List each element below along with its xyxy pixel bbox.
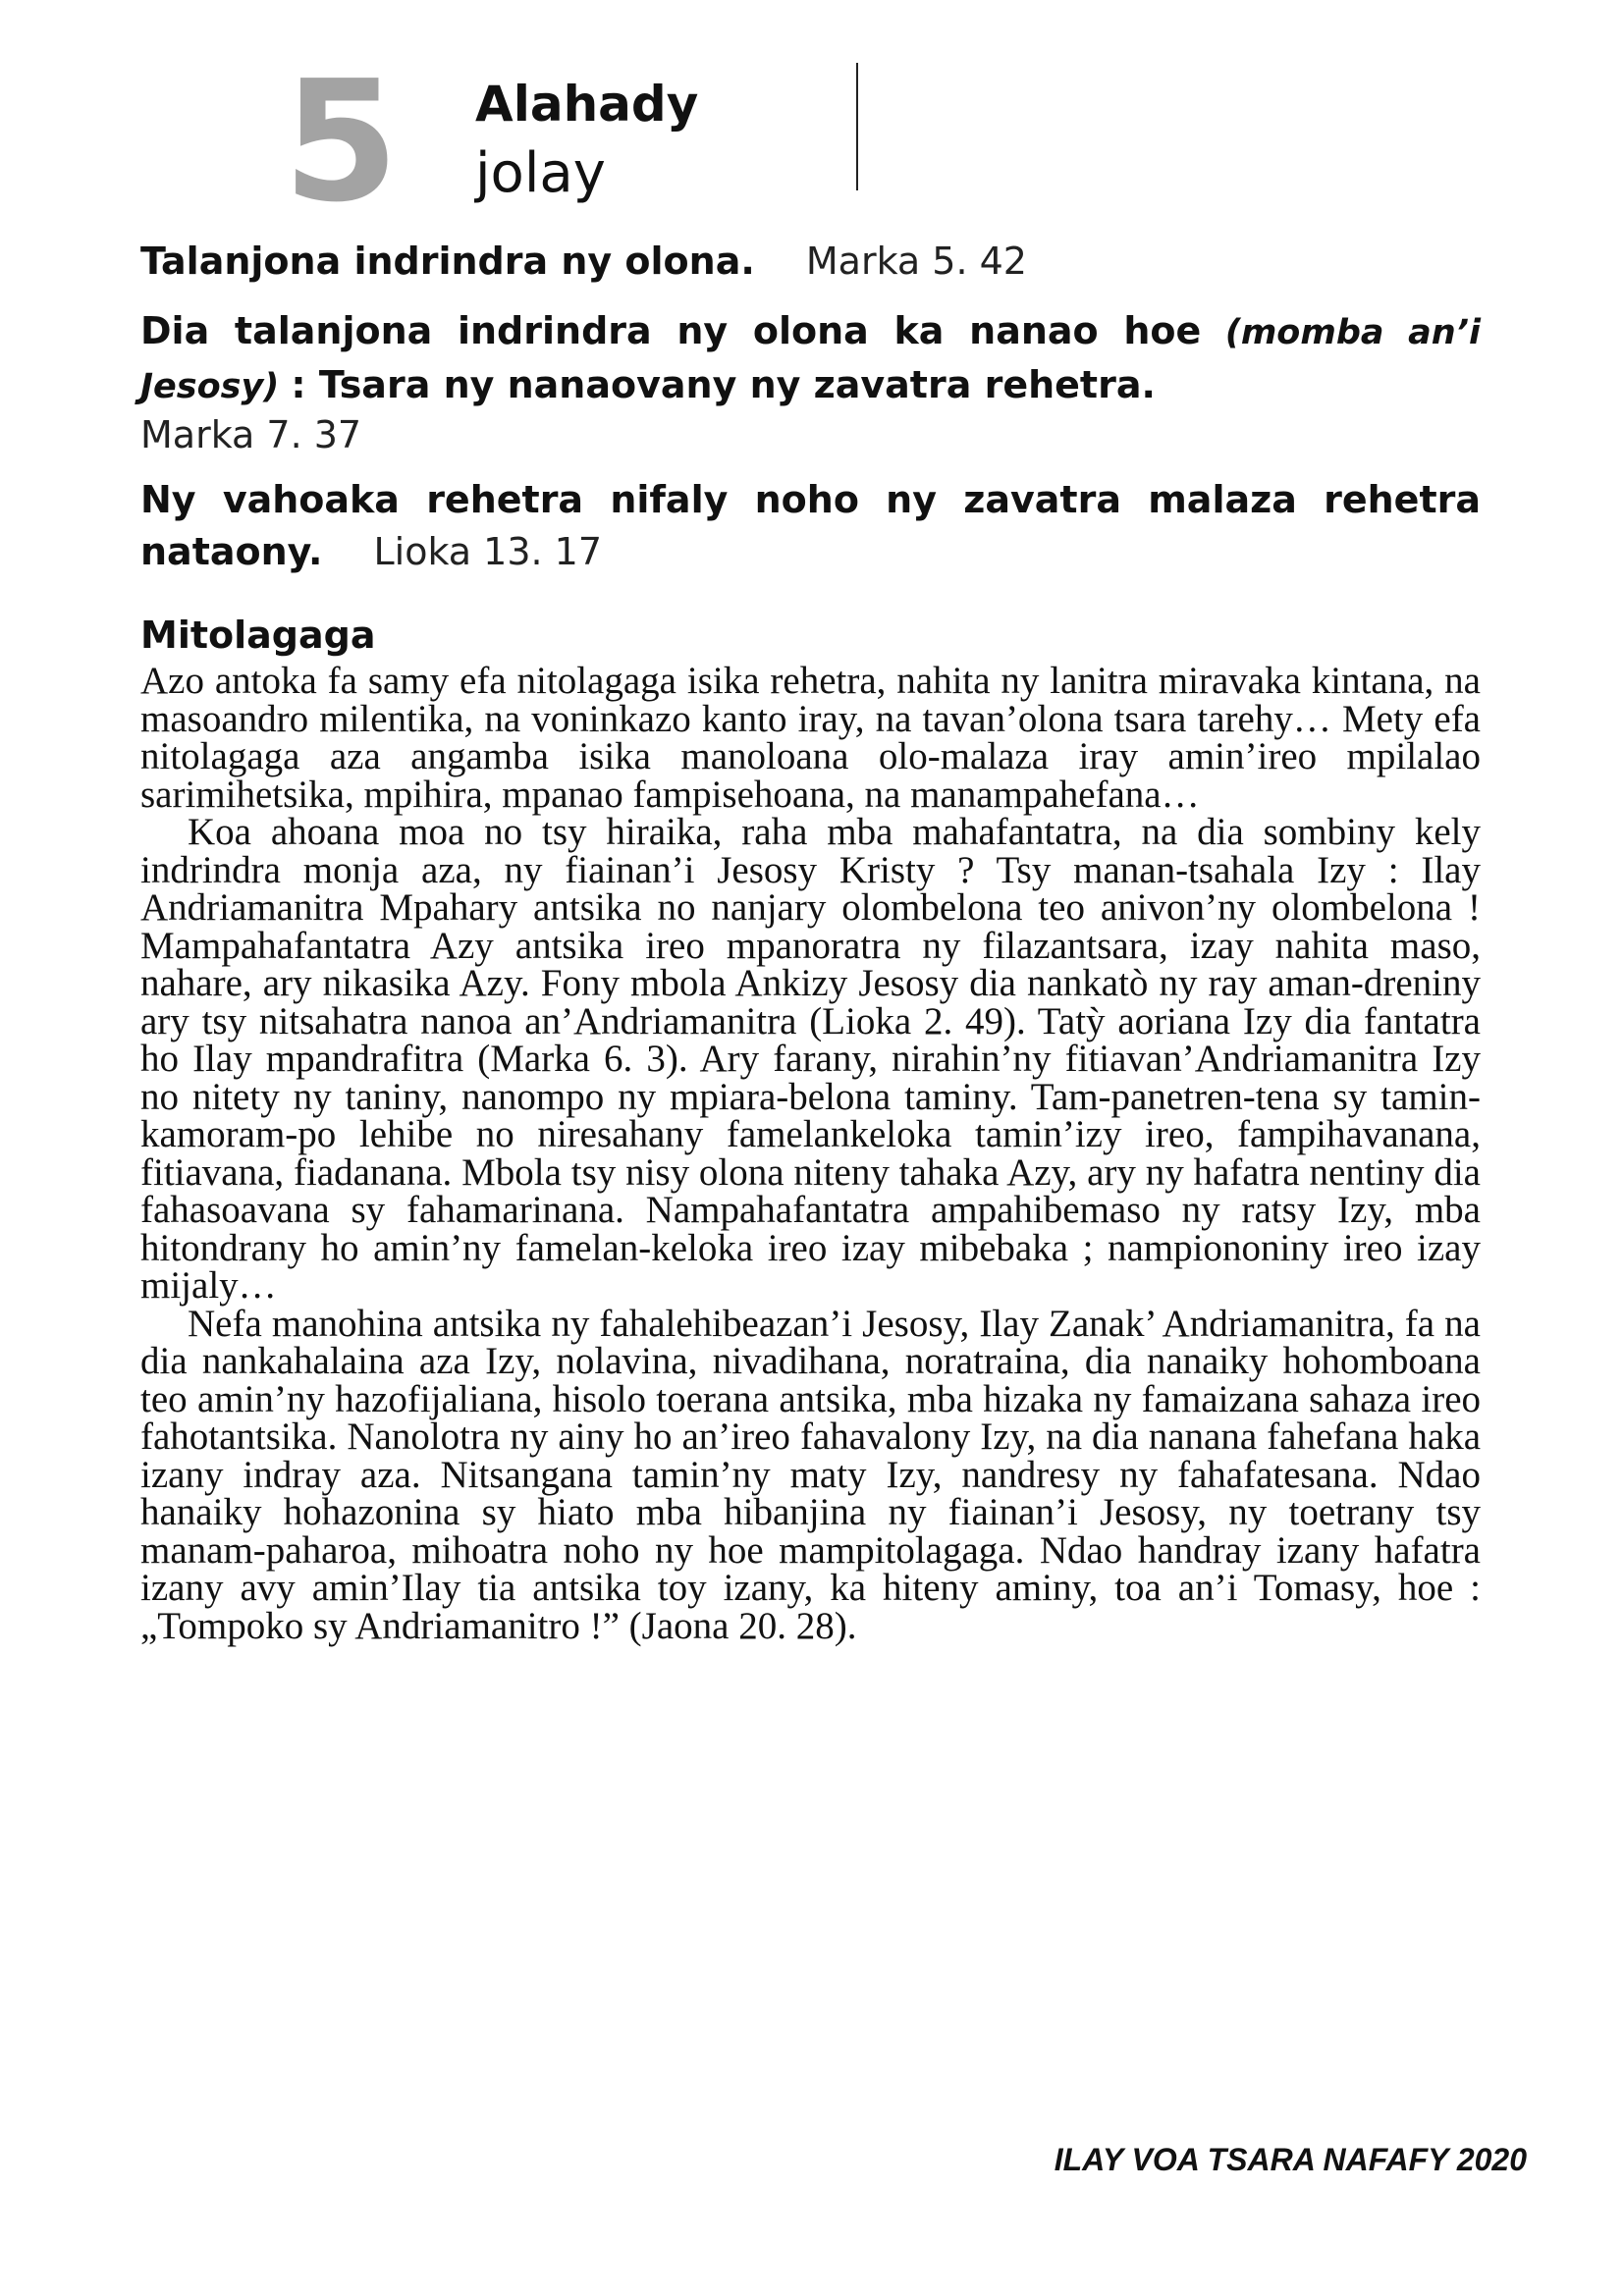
verse-2 (140, 305, 1481, 456)
day-name: Alahady (475, 76, 699, 133)
day-number: 5 (283, 45, 398, 240)
verse-2-text-continued: : Tsara ny nanaovany ny zavatra rehetra. (291, 363, 1156, 406)
verse-3 (140, 474, 1481, 578)
publication-footer: ILAY VOA TSARA NAFAFY 2020 (1054, 2142, 1527, 2177)
paragraph-3: Nefa manohina antsika ny fahalehibeazan’i Jesosy, Ilay Zanak’ Andriamanitra, fa na dia nankahalaina aza Izy, nolavina, nivadihana, noratraina, dia nanaiky hohomboana teo amin’ny hazofijaliana, hisolo toerana antsika, mba hizaka ny famaizana sahaza ireo fahotantsika. Nanolotra ny ainy ho an’ireo fahavalony Izy, na dia nanana fahefana haka izany indray aza. Nitsangana tamin’ny maty Izy, nandresy ny fahafatesana. Ndao hanaiky hohazonina sy hiato mba hibanjina ny fiainan’i Jesosy, ny toetrany tsy manam-paharoa, mihoatra noho ny hoe mampitolagaga. Ndao handray izany hafatra izany avy amin’Ilay tia antsika toy izany, ka hiteny aminy, toa an’i Tomasy, hoe : „Tompoko sy Andriamanitro !” (Jaona 20. 28). (140, 1302, 1481, 1647)
paragraph-2: Koa ahoana moa no tsy hiraika, raha mba mahafantatra, na dia sombiny kely indrindra monja aza, ny fiainan’i Jesosy Kristy ? Tsy manan-tsahala Izy : Ilay Andriamanitra Mpahary antsika no nanjary olombelona teo anivon’ny olombelona ! Mampahafantatra Azy antsika ireo mpanoratra ny filazantsara, izay nahita maso, nahare, ary nikasika Azy. Fony mbola Ankizy Jesosy dia nankatò ny ray aman-dreniny ary tsy nitsahatra nanoa an’Andriamanitra (Lioka 2. 49). Tatỳ aoriana Izy dia fantatra ho Ilay mpandrafitra (Marka 6. 3). Ary farany, nirahin’ny fitiavan’Andriamanitra Izy no nitety ny taniny, nanompo ny mpiara-belona taminy. Tam-panetren-tena sy tamin-kamoram-po lehibe no niresahany famelankeloka tamin’izy ireo, fampihavanana, fitiavana, fiadanana. Mbola tsy nisy olona niteny tahaka Azy, ary ny hafatra nentiny dia fahasoavana sy fahamarinana. Nampahafantatra ampahibemaso ny ratsy Izy, mba hitondrany ho amin’ny famelan-keloka ireo izay mibebaka ; nampiononiny ireo izay mijaly… (140, 811, 1481, 1307)
verse-1-reference: Marka 5. 42 (805, 240, 1027, 283)
verse-1-text: Talanjona indrindra ny olona. (140, 240, 755, 283)
devotional-content (140, 236, 1481, 1645)
verse-2-text: Dia talanjona indrindra ny olona ka nanao hoe (140, 309, 1202, 352)
verse-1 (140, 236, 1481, 288)
month-name: jolay (475, 141, 606, 205)
paragraph-1: Azo antoka fa samy efa nitolagaga isika rehetra, nahita ny lanitra miravaka kintana, na masoandro milentika, na voninkazo kanto iray, na tavan’olona tsara tarehy… Mety efa nitolagaga aza angamba isika manoloana olo-malaza iray amin’ireo mpilalao sarimihetsika, mpihira, mpanao fampisehoana, na manampahefana… (140, 660, 1481, 816)
verse-2-aside: (momba an’i Jesosy) (140, 313, 1481, 406)
verse-3-text: Ny vahoaka rehetra nifaly noho ny zavatra malaza rehetra nataony. (140, 478, 1481, 573)
header-divider (856, 63, 858, 190)
verse-3-reference: Lioka 13. 17 (373, 530, 603, 573)
verse-2-reference: Marka 7. 37 (140, 413, 362, 456)
section-title: Mitolagaga (140, 614, 376, 657)
